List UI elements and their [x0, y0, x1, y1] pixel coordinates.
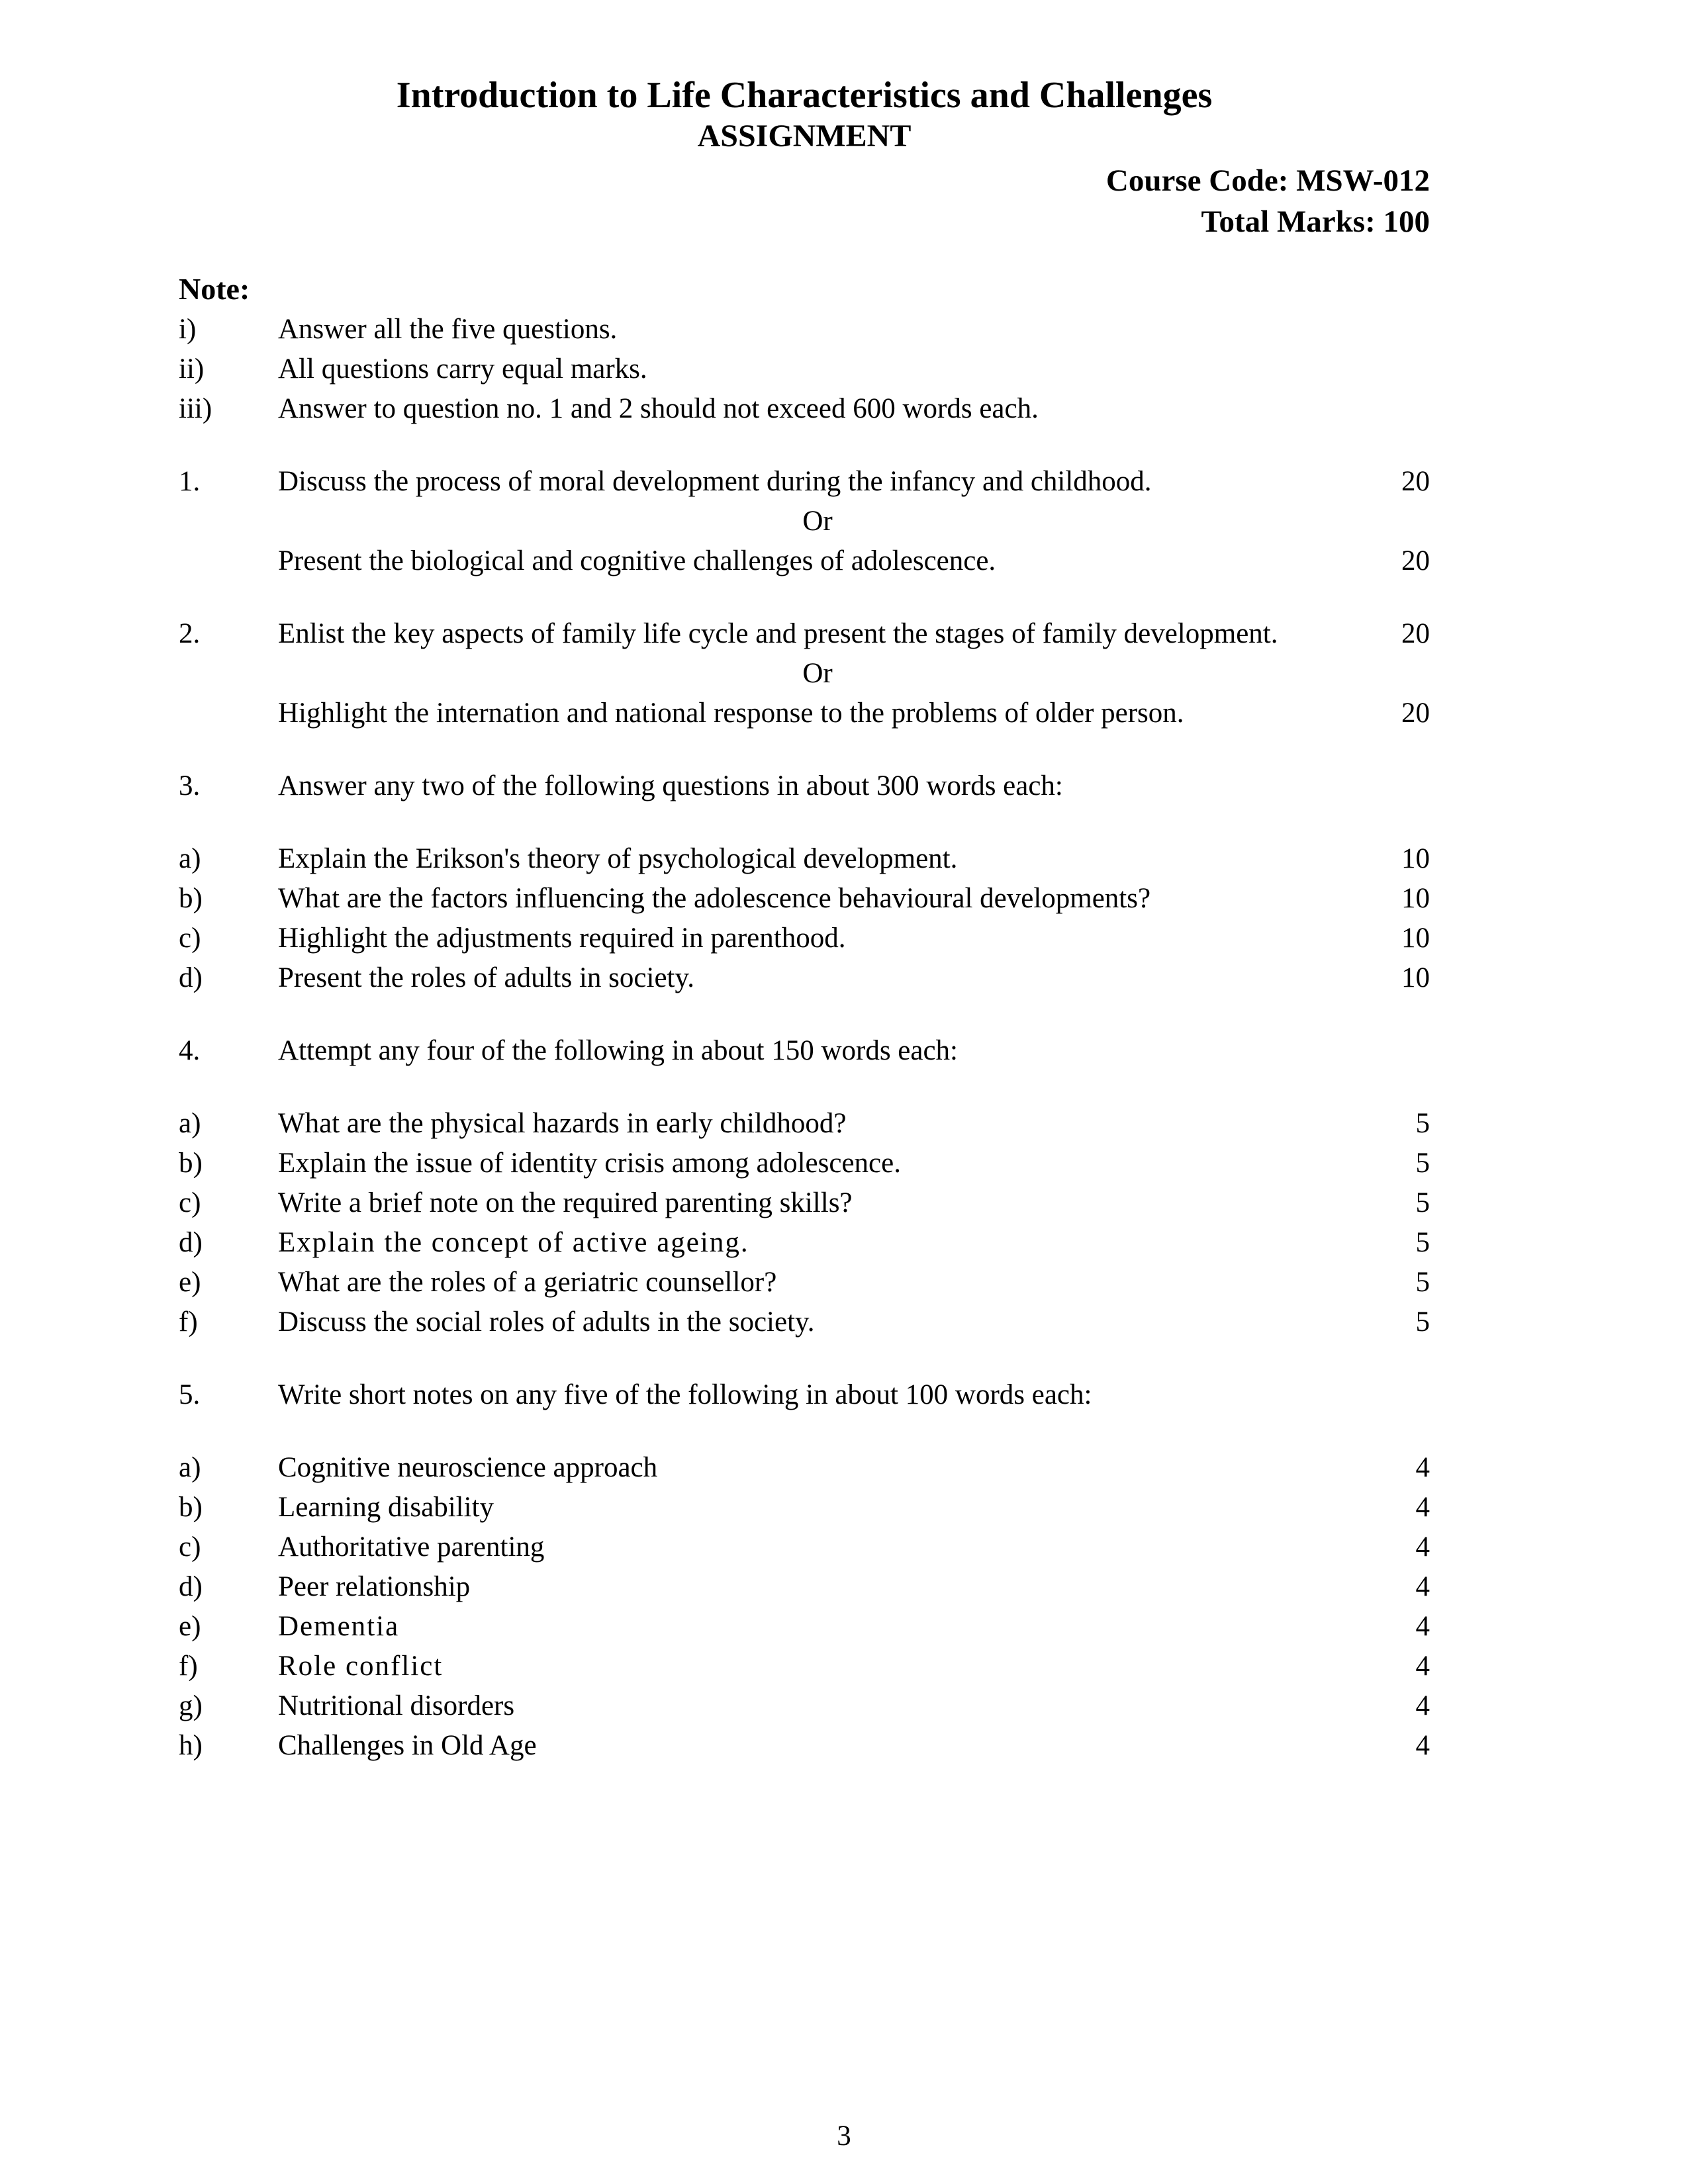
sub-question	[179, 1302, 1430, 1342]
question-number: 1.	[179, 466, 201, 497]
question-1	[179, 462, 1430, 581]
sub-question-label: e)	[179, 1267, 201, 1298]
sub-question-label: g)	[179, 1690, 203, 1721]
sub-question-marks: 5	[1415, 1227, 1430, 1258]
sub-question-marks: 4	[1415, 1492, 1430, 1523]
question-number: 4.	[179, 1035, 201, 1066]
sub-question-text: Discuss the social roles of adults in the society.	[278, 1306, 815, 1338]
sub-question-label: a)	[179, 843, 201, 874]
sub-question-marks: 10	[1401, 843, 1430, 874]
sub-question-text: Explain the issue of identity crisis among adolescence.	[278, 1148, 901, 1179]
sub-question	[179, 1263, 1430, 1302]
sub-question-label: a)	[179, 1108, 201, 1139]
question-2-main	[179, 614, 1430, 654]
question-1-main	[179, 462, 1430, 502]
sub-question	[179, 1726, 1430, 1766]
sub-question-text: Explain the concept of active ageing.	[278, 1227, 749, 1258]
note-item	[179, 389, 1430, 429]
note-item-label: ii)	[179, 353, 205, 385]
sub-question-label: a)	[179, 1452, 201, 1483]
question-text: Attempt any four of the following in about 150 words each:	[278, 1035, 959, 1066]
question-text: Enlist the key aspects of family life cycle and present the stages of family development.	[278, 618, 1278, 649]
question-number: 2.	[179, 618, 201, 649]
question-text: Discuss the process of moral development during the infancy and childhood.	[278, 466, 1152, 497]
sub-question-label: d)	[179, 1571, 203, 1602]
sub-question-label: c)	[179, 923, 201, 954]
page-subtitle: ASSIGNMENT	[697, 118, 912, 154]
total-marks: Total Marks: 100	[1201, 205, 1430, 239]
sub-question	[179, 1104, 1430, 1144]
or-separator: Or	[802, 658, 833, 689]
sub-question-label: d)	[179, 1227, 203, 1258]
sub-question-marks: 4	[1415, 1571, 1430, 1602]
sub-question-label: f)	[179, 1306, 198, 1338]
sub-question-marks: 4	[1415, 1651, 1430, 1682]
sub-question-text: Dementia	[278, 1611, 400, 1642]
question-marks: 20	[1401, 466, 1430, 497]
sub-question	[179, 879, 1430, 919]
sub-question-label: b)	[179, 1492, 203, 1523]
note-item-text: Answer all the five questions.	[278, 314, 618, 345]
sub-question	[179, 958, 1430, 998]
sub-question-text: Nutritional disorders	[278, 1690, 515, 1721]
sub-question-text: Explain the Erikson's theory of psychological development.	[278, 843, 958, 874]
sub-question-marks: 5	[1415, 1306, 1430, 1338]
sub-question-marks: 10	[1401, 962, 1430, 993]
sub-question-marks: 10	[1401, 883, 1430, 914]
question-alt-marks: 20	[1401, 545, 1430, 576]
question-text: Answer any two of the following questions in about 300 words each:	[278, 770, 1063, 801]
sub-question	[179, 1448, 1430, 1488]
sub-question	[179, 839, 1430, 879]
sub-question-text: Challenges in Old Age	[278, 1730, 537, 1761]
sub-question-marks: 4	[1415, 1452, 1430, 1483]
sub-question-marks: 5	[1415, 1108, 1430, 1139]
sub-question-label: c)	[179, 1187, 201, 1218]
sub-question-marks: 4	[1415, 1730, 1430, 1761]
note-item-label: i)	[179, 314, 197, 345]
sub-question-marks: 5	[1415, 1148, 1430, 1179]
note-list	[179, 310, 1430, 429]
sub-question-text: What are the physical hazards in early childhood?	[278, 1108, 847, 1139]
question-5-subitems	[179, 1448, 1430, 1766]
sub-question	[179, 1567, 1430, 1607]
question-number: 3.	[179, 770, 201, 801]
sub-question	[179, 1144, 1430, 1183]
sub-question-text: What are the roles of a geriatric counsellor?	[278, 1267, 777, 1298]
sub-question	[179, 1488, 1430, 1527]
question-3-subitems	[179, 839, 1430, 998]
sub-question-label: b)	[179, 1148, 203, 1179]
sub-question-marks: 10	[1401, 923, 1430, 954]
sub-question-marks: 5	[1415, 1187, 1430, 1218]
note-heading: Note:	[179, 272, 250, 306]
sub-question-label: h)	[179, 1730, 203, 1761]
sub-question-marks: 4	[1415, 1531, 1430, 1563]
sub-question-label: b)	[179, 883, 203, 914]
sub-question-label: e)	[179, 1611, 201, 1642]
question-alt-text: Highlight the internation and national response to the problems of older person.	[278, 698, 1184, 729]
sub-question	[179, 1527, 1430, 1567]
note-item-text: Answer to question no. 1 and 2 should not exceed 600 words each.	[278, 393, 1039, 424]
or-separator: Or	[802, 506, 833, 537]
question-1-alt	[179, 541, 1430, 581]
question-4-subitems	[179, 1104, 1430, 1342]
sub-question-label: f)	[179, 1651, 198, 1682]
sub-question	[179, 1647, 1430, 1686]
question-marks: 20	[1401, 618, 1430, 649]
sub-question-marks: 5	[1415, 1267, 1430, 1298]
sub-question	[179, 1183, 1430, 1223]
page-number: 3	[837, 2120, 851, 2152]
question-4	[179, 1031, 1430, 1342]
sub-question-text: Cognitive neuroscience approach	[278, 1452, 658, 1483]
sub-question	[179, 1686, 1430, 1726]
question-3	[179, 766, 1430, 998]
sub-question-text: Write a brief note on the required parenting skills?	[278, 1187, 853, 1218]
course-code: Course Code: MSW-012	[1105, 163, 1430, 198]
sub-question-marks: 4	[1415, 1690, 1430, 1721]
sub-question	[179, 1607, 1430, 1647]
question-2-alt	[179, 694, 1430, 733]
page-title: Introduction to Life Characteristics and Challenges	[396, 75, 1213, 116]
sub-question-text: Learning disability	[278, 1492, 494, 1523]
note-item-label: iii)	[179, 393, 212, 424]
sub-question-text: Authoritative parenting	[278, 1531, 545, 1563]
sub-question-text: What are the factors influencing the adolescence behavioural developments?	[278, 883, 1151, 914]
question-1-or	[179, 502, 1430, 541]
question-2-or	[179, 654, 1430, 694]
sub-question-text: Highlight the adjustments required in parenthood.	[278, 923, 846, 954]
note-item	[179, 310, 1430, 349]
question-alt-text: Present the biological and cognitive challenges of adolescence.	[278, 545, 996, 576]
sub-question-text: Peer relationship	[278, 1571, 471, 1602]
sub-question-marks: 4	[1415, 1611, 1430, 1642]
question-text: Write short notes on any five of the following in about 100 words each:	[278, 1379, 1092, 1410]
question-number: 5.	[179, 1379, 201, 1410]
note-item	[179, 349, 1430, 389]
sub-question	[179, 1223, 1430, 1263]
sub-question-text: Role conflict	[278, 1651, 444, 1682]
sub-question-label: c)	[179, 1531, 201, 1563]
question-5-main	[179, 1375, 1430, 1415]
sub-question-text: Present the roles of adults in society.	[278, 962, 694, 993]
question-4-main	[179, 1031, 1430, 1071]
course-meta	[179, 160, 1430, 242]
question-2	[179, 614, 1430, 733]
sub-question	[179, 919, 1430, 958]
question-alt-marks: 20	[1401, 698, 1430, 729]
note-item-text: All questions carry equal marks.	[278, 353, 647, 385]
question-3-main	[179, 766, 1430, 806]
question-5	[179, 1375, 1430, 1766]
sub-question-label: d)	[179, 962, 203, 993]
